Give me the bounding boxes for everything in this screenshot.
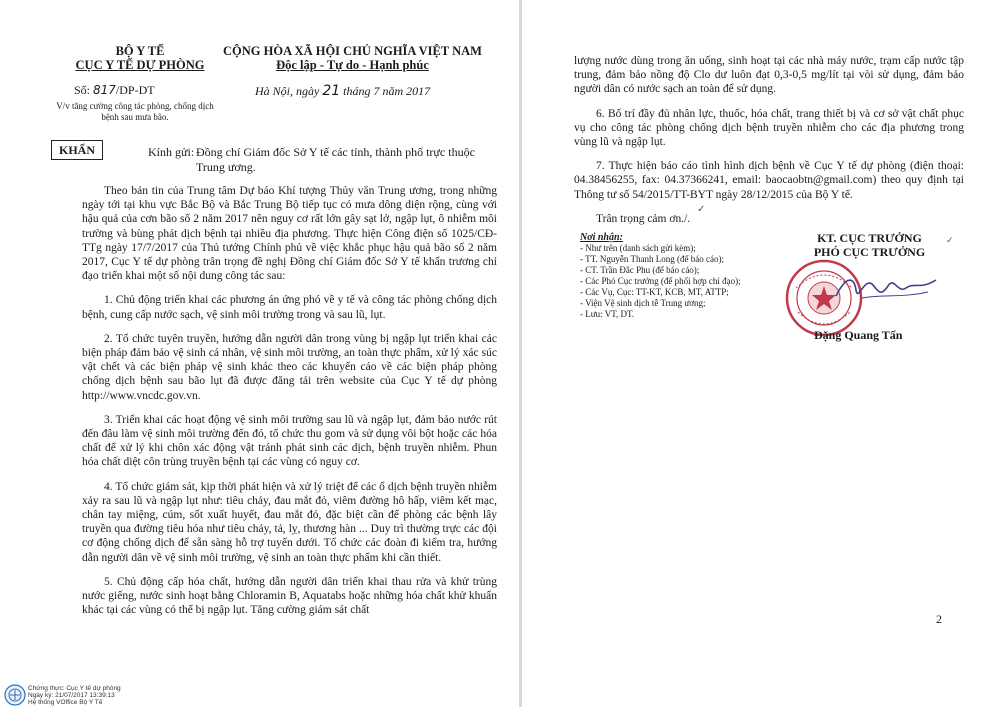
nation-name: CỘNG HÒA XÃ HỘI CHỦ NGHĨA VIỆT NAM <box>223 44 482 58</box>
recipient-label: Kính gửi: <box>148 145 195 159</box>
page-two <box>522 0 1000 707</box>
handwritten-number: 817 <box>93 83 116 97</box>
recipient-item: - Như trên (danh sách gửi kèm); <box>580 243 696 253</box>
recipients-list <box>580 232 810 320</box>
recipient-block <box>148 145 488 175</box>
issuing-organization <box>60 44 220 72</box>
certification-logo-icon <box>4 684 26 706</box>
document-number: Số: 817/DP-DT <box>74 83 155 97</box>
recipient-item: - TT. Nguyễn Thanh Long (để báo cáo); <box>580 254 724 264</box>
approval-mark: ✓ <box>946 236 954 246</box>
signer-name: Đặng Quang Tấn <box>814 328 903 342</box>
paragraph-intro: Theo bản tin của Trung tâm Dự báo Khí tượng Thủy văn Trung ương, trong những ngày tới tại khu vực Bắc Bộ và Bắc Trung Bộ tiếp tục có mưa dông diện rộng, cùng với hậu quả của cơn bão số 2 năm 2017 nên nguy cơ rất lớn gây sạt lở, ngập lụt, ô nhiễm môi trường và bùng phát dịch bệnh tại nhiều địa phương. Thực hiện Công điện số 1025/CĐ-TTg ngày 17/7/2017 của Thủ tướng Chính phủ về việc khắc phục hậu quả bão số 2 năm 2017, Cục Y tế dự phòng trân trọng đề nghị Đồng chí Giám đốc Sở Y tế khẩn trương chỉ đạo triển khai một số nội dung công tác sau: <box>82 185 497 283</box>
subject-line: V/v tăng cường công tác phòng, chống dịch bệnh sau mưa bão. <box>56 101 214 122</box>
recipient-item: - Lưu: VT, DT. <box>580 309 635 319</box>
ministry-name: BỘ Y TẾ <box>115 44 165 58</box>
paragraph-1: 1. Chủ động triển khai các phương án ứng phó về y tế và công tác phòng chống dịch bệnh, cung cấp nước sạch, vệ sinh môi trường trong và sau lũ, lụt. <box>82 294 497 321</box>
department-name: CỤC Y TẾ DỰ PHÒNG <box>75 58 205 72</box>
paragraph-4: 4. Tổ chức giám sát, kịp thời phát hiện và xử lý triệt để các ổ dịch bệnh truyền nhiễm xảy ra sau lũ và ngập lụt như: tiêu chảy, đau mắt đỏ, viêm đường hô hấp, viêm kết mạc, chân tay miệng, cúm, sốt xuất huyết, đau mắt đỏ, đặc biệt cần để phòng các bệnh lây truyền qua đường tiêu hóa như tiêu chảy, tả, lỵ, thương hàn ... Duy trì thường trực các đội cơ động chống dịch để sẵn sàng hỗ trợ tuyến dưới. Tổ chức các đoàn đi kiểm tra, hướng dẫn người dân về vệ sinh môi trường, vệ sinh an toàn thực phẩm khi cần thiết. <box>82 480 497 564</box>
recipient-item: - Các Phó Cục trưởng (để phối hợp chỉ đạo); <box>580 276 741 286</box>
urgency-stamp: KHẨN <box>51 140 103 160</box>
paragraph-5-cont: lượng nước dùng trong ăn uống, sinh hoạt tại các nhà máy nước, trạm cấp nước tập trung, đảm bảo nồng độ Clo dư luôn đạt 0,3-0,5 mg/lít tại vòi sử dụng, đảm bảo người dân có nước sạch an toàn để sử dụng. <box>574 55 964 96</box>
recipient-item: - Viện Vệ sinh dịch tễ Trung ương; <box>580 298 706 308</box>
body-text <box>82 184 497 617</box>
page-two-body <box>574 54 964 226</box>
initial-mark: ✓ <box>697 204 706 215</box>
handwritten-day: 21 <box>322 83 341 99</box>
place-date: Hà Nội, ngày 21 tháng 7 năm 2017 <box>255 83 431 99</box>
signature-title: KT. CỤC TRƯỞNG PHÓ CỤC TRƯỞNG <box>813 231 926 259</box>
digital-certification: Chứng thực: Cục Y tế dự phòng Ngày ký: 21/07/2017 13:39:13 Hệ thống VOffice Bộ Y Tế <box>28 685 121 706</box>
handwritten-signature-icon <box>832 268 942 308</box>
paragraph-6: 6. Bố trí đầy đủ nhân lực, thuốc, hóa chất, trang thiết bị và cơ sở vật chất phục vụ cho công tác phòng chống dịch bệnh truyền nhiễm cho các địa phương trong vùng lũ và ngập lụt. <box>574 107 964 149</box>
paragraph-5: 5. Chủ động cấp hóa chất, hướng dẫn người dân triển khai thau rửa và khử trùng nước giếng, nước sinh hoạt bằng Chloramin B, Aquatabs hoặc những hóa chất khử khuẩn khác tại các vùng có thể bị ngập lụt. Tăng cường giám sát chất <box>82 575 497 617</box>
closing-line: Trân trọng cảm ơn./. <box>596 212 691 225</box>
recipient-text: Đồng chí Giám đốc Sở Y tế các tỉnh, thành phố trực thuộc Trung ương. <box>196 145 475 174</box>
paragraph-3: 3. Triển khai các hoạt động vệ sinh môi trường sau lũ và ngập lụt, đảm bảo nước rút đến đâu làm vệ sinh môi trường đến đó, tổ chức thu gom và sử dụng vôi bột hoặc các hóa chất để xử lý khi chôn xác động vật tránh phát sinh các dịch, bệnh truyền nhiễm. Phun hóa chất diệt côn trùng truyền bệnh tại các vùng có nguy cơ. <box>82 413 497 469</box>
recipient-item: - Các Vụ, Cục: TT-KT, KCB, MT, ATTP; <box>580 287 729 297</box>
paragraph-2: 2. Tổ chức tuyên truyền, hướng dẫn người dân trong vùng bị ngập lụt triển khai các biện pháp đảm bảo vệ sinh cá nhân, vệ sinh môi trường, an toàn thực phẩm, xử lý xác súc vật chết và các biện pháp vệ sinh khác theo các khuyến cáo về các biện pháp phòng chống dịch bệnh sau bão lụt đã được đăng tải trên website của Cục Y tế dự phòng http://www.vncdc.gov.vn. <box>82 332 497 402</box>
recipient-item: - CT. Trần Đắc Phu (để báo cáo); <box>580 265 700 275</box>
page-number: 2 <box>936 612 942 626</box>
national-motto: Độc lập - Tự do - Hạnh phúc <box>276 58 429 72</box>
national-header <box>205 44 500 72</box>
recipients-heading: Nơi nhận: <box>580 232 623 243</box>
paragraph-7: 7. Thực hiện báo cáo tình hình dịch bệnh về Cục Y tế dự phòng (điện thoại: 04.38456255, fax: 04.37366241, email: baocaobtn@gmail.com) theo quy định tại Thông tư số 54/2015/TT-BYT ngày 28/12/2015 của Bộ Y tế. <box>574 160 964 201</box>
